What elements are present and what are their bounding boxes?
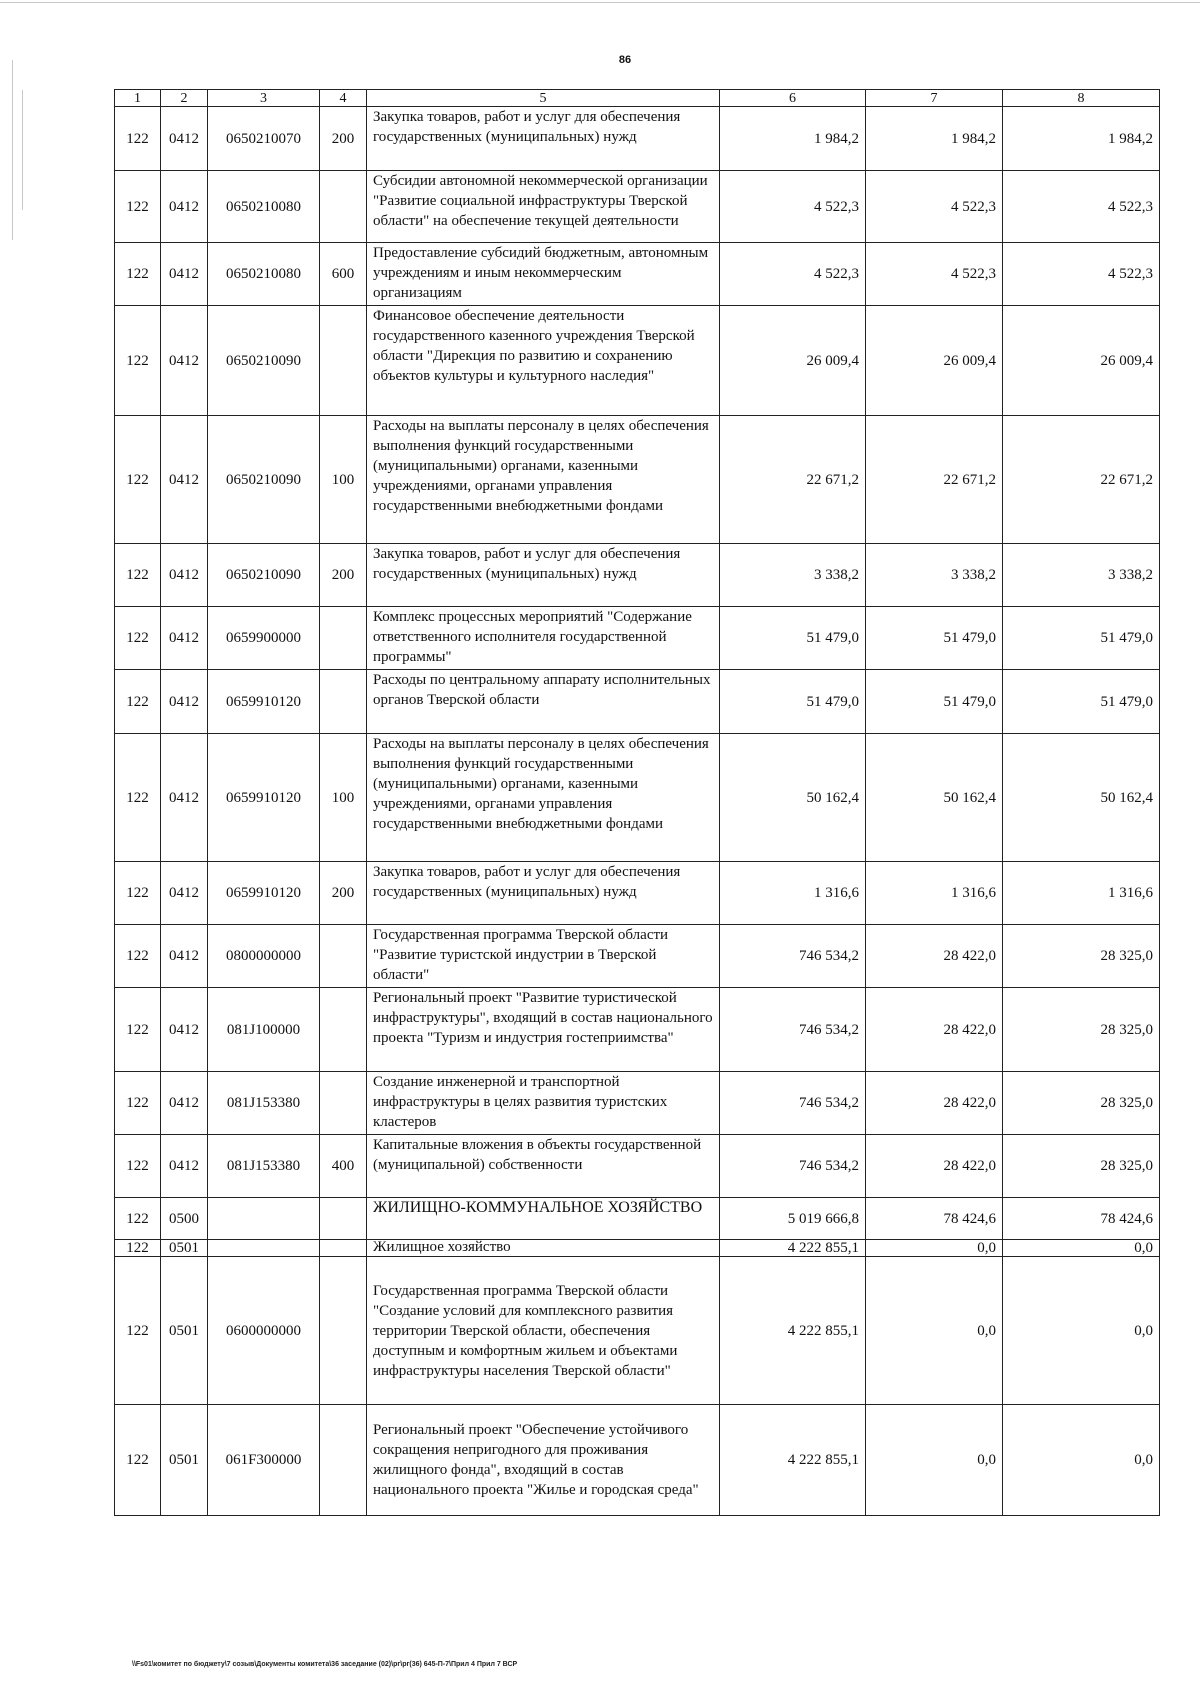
column-header: 6 (720, 90, 866, 107)
amount-year-1-cell: 5 019 666,8 (720, 1198, 866, 1240)
section-code-cell: 0412 (161, 734, 208, 862)
amount-year-2-cell: 1 984,2 (866, 107, 1003, 171)
amount-year-3-cell: 0,0 (1003, 1405, 1160, 1516)
table-row (115, 243, 1160, 306)
expense-type-code-cell (320, 1240, 367, 1257)
column-header: 3 (208, 90, 320, 107)
section-code-cell: 0412 (161, 925, 208, 988)
kvsr-code-cell: 122 (115, 243, 161, 306)
amount-year-2-cell: 0,0 (866, 1405, 1003, 1516)
amount-year-3-cell: 22 671,2 (1003, 416, 1160, 544)
kvsr-code-cell: 122 (115, 1257, 161, 1405)
table-row (115, 107, 1160, 171)
amount-year-3-cell: 0,0 (1003, 1240, 1160, 1257)
amount-year-2-cell: 51 479,0 (866, 670, 1003, 734)
expense-type-code-cell: 200 (320, 544, 367, 607)
section-code-cell: 0501 (161, 1240, 208, 1257)
footer-file-path: \\Fs01\комитет по бюджету\7 созыв\Документы комитета\36 заседание (02)\рг\рг(36) 645-П-7\Прил 4 Прил 7 ВСР (132, 1661, 518, 1668)
description-cell: Субсидии автономной некоммерческой организации "Развитие социальной инфраструктуры Тверской области" на обеспечение текущей деятельности (367, 171, 720, 243)
expense-type-code-cell (320, 171, 367, 243)
amount-year-2-cell: 28 422,0 (866, 1072, 1003, 1135)
kvsr-code-cell: 122 (115, 734, 161, 862)
description-cell: Расходы на выплаты персоналу в целях обеспечения выполнения функций государственными (муниципальными) органами, казенными учреждениями, органами управления государственными внебюджетными фондами (367, 416, 720, 544)
description-cell: Финансовое обеспечение деятельности государственного казенного учреждения Тверской области "Дирекция по развитию и сохранению объектов культуры и культурного наследия" (367, 306, 720, 416)
column-header: 8 (1003, 90, 1160, 107)
amount-year-3-cell: 1 984,2 (1003, 107, 1160, 171)
table-row (115, 1257, 1160, 1405)
kvsr-code-cell: 122 (115, 544, 161, 607)
amount-year-2-cell: 1 316,6 (866, 862, 1003, 925)
expense-type-code-cell: 400 (320, 1135, 367, 1198)
amount-year-3-cell: 26 009,4 (1003, 306, 1160, 416)
target-article-code-cell: 061F300000 (208, 1405, 320, 1516)
kvsr-code-cell: 122 (115, 171, 161, 243)
target-article-code-cell: 0659900000 (208, 607, 320, 670)
amount-year-3-cell: 0,0 (1003, 1257, 1160, 1405)
expense-type-code-cell (320, 607, 367, 670)
amount-year-2-cell: 3 338,2 (866, 544, 1003, 607)
description-cell: Жилищное хозяйство (367, 1240, 720, 1257)
amount-year-2-cell: 28 422,0 (866, 988, 1003, 1072)
description-cell: Капитальные вложения в объекты государственной (муниципальной) собственности (367, 1135, 720, 1198)
section-code-cell: 0501 (161, 1405, 208, 1516)
amount-year-1-cell: 51 479,0 (720, 607, 866, 670)
kvsr-code-cell: 122 (115, 862, 161, 925)
amount-year-1-cell: 746 534,2 (720, 988, 866, 1072)
column-number-row (115, 90, 1160, 107)
amount-year-3-cell: 3 338,2 (1003, 544, 1160, 607)
expense-type-code-cell (320, 1405, 367, 1516)
target-article-code-cell: 0659910120 (208, 734, 320, 862)
amount-year-1-cell: 50 162,4 (720, 734, 866, 862)
table-row (115, 734, 1160, 862)
expense-type-code-cell: 200 (320, 862, 367, 925)
table-row (115, 670, 1160, 734)
table-row (115, 1240, 1160, 1257)
target-article-code-cell: 081J153380 (208, 1135, 320, 1198)
target-article-code-cell: 0650210080 (208, 243, 320, 306)
amount-year-2-cell: 50 162,4 (866, 734, 1003, 862)
section-code-cell: 0412 (161, 544, 208, 607)
amount-year-3-cell: 51 479,0 (1003, 670, 1160, 734)
amount-year-1-cell: 4 222 855,1 (720, 1257, 866, 1405)
target-article-code-cell: 0659910120 (208, 670, 320, 734)
description-cell: ЖИЛИЩНО-КОММУНАЛЬНОЕ ХОЗЯЙСТВО (367, 1198, 720, 1240)
amount-year-1-cell: 3 338,2 (720, 544, 866, 607)
column-header: 5 (367, 90, 720, 107)
amount-year-2-cell: 26 009,4 (866, 306, 1003, 416)
table-row (115, 925, 1160, 988)
amount-year-3-cell: 4 522,3 (1003, 171, 1160, 243)
table-row (115, 1405, 1160, 1516)
amount-year-3-cell: 28 325,0 (1003, 925, 1160, 988)
table-row (115, 306, 1160, 416)
target-article-code-cell: 0650210080 (208, 171, 320, 243)
amount-year-3-cell: 28 325,0 (1003, 988, 1160, 1072)
expense-type-code-cell: 200 (320, 107, 367, 171)
table-row (115, 1072, 1160, 1135)
expense-type-code-cell: 100 (320, 734, 367, 862)
kvsr-code-cell: 122 (115, 1072, 161, 1135)
section-code-cell: 0412 (161, 171, 208, 243)
description-cell: Закупка товаров, работ и услуг для обеспечения государственных (муниципальных) нужд (367, 544, 720, 607)
kvsr-code-cell: 122 (115, 107, 161, 171)
expense-type-code-cell (320, 925, 367, 988)
description-cell: Региональный проект "Развитие туристической инфраструктуры", входящий в состав национального проекта "Туризм и индустрия гостеприимства" (367, 988, 720, 1072)
section-code-cell: 0412 (161, 670, 208, 734)
column-header: 2 (161, 90, 208, 107)
kvsr-code-cell: 122 (115, 1405, 161, 1516)
amount-year-2-cell: 0,0 (866, 1240, 1003, 1257)
page-number: 86 (618, 54, 632, 66)
amount-year-2-cell: 0,0 (866, 1257, 1003, 1405)
amount-year-1-cell: 26 009,4 (720, 306, 866, 416)
target-article-code-cell: 081J153380 (208, 1072, 320, 1135)
amount-year-3-cell: 1 316,6 (1003, 862, 1160, 925)
description-cell: Закупка товаров, работ и услуг для обеспечения государственных (муниципальных) нужд (367, 862, 720, 925)
scan-edge-top (0, 2, 1200, 3)
description-cell: Государственная программа Тверской области "Создание условий для комплексного развития территории Тверской области, обеспечения доступным и комфортным жильем и объектами инфраструктуры населения Тверской области" (367, 1257, 720, 1405)
section-code-cell: 0412 (161, 306, 208, 416)
description-cell: Государственная программа Тверской области "Развитие туристской индустрии в Тверской области" (367, 925, 720, 988)
description-cell: Расходы на выплаты персоналу в целях обеспечения выполнения функций государственными (муниципальными) органами, казенными учреждениями, органами управления государственными внебюджетными фондами (367, 734, 720, 862)
table-row (115, 1198, 1160, 1240)
amount-year-1-cell: 1 316,6 (720, 862, 866, 925)
section-code-cell: 0412 (161, 243, 208, 306)
table-row (115, 988, 1160, 1072)
amount-year-2-cell: 28 422,0 (866, 1135, 1003, 1198)
amount-year-3-cell: 78 424,6 (1003, 1198, 1160, 1240)
budget-table (114, 89, 1160, 1516)
column-header: 7 (866, 90, 1003, 107)
target-article-code-cell (208, 1198, 320, 1240)
amount-year-1-cell: 22 671,2 (720, 416, 866, 544)
section-code-cell: 0501 (161, 1257, 208, 1405)
section-code-cell: 0412 (161, 416, 208, 544)
amount-year-3-cell: 51 479,0 (1003, 607, 1160, 670)
description-cell: Предоставление субсидий бюджетным, автономным учреждениям и иным некоммерческим организациям (367, 243, 720, 306)
amount-year-2-cell: 4 522,3 (866, 171, 1003, 243)
target-article-code-cell (208, 1240, 320, 1257)
kvsr-code-cell: 122 (115, 670, 161, 734)
kvsr-code-cell: 122 (115, 416, 161, 544)
amount-year-2-cell: 4 522,3 (866, 243, 1003, 306)
expense-type-code-cell (320, 1072, 367, 1135)
column-header: 4 (320, 90, 367, 107)
target-article-code-cell: 0650210090 (208, 306, 320, 416)
column-header: 1 (115, 90, 161, 107)
table-body (115, 107, 1160, 1516)
amount-year-2-cell: 78 424,6 (866, 1198, 1003, 1240)
amount-year-1-cell: 4 222 855,1 (720, 1405, 866, 1516)
description-cell: Комплекс процессных мероприятий "Содержание ответственного исполнителя государственной программы" (367, 607, 720, 670)
section-code-cell: 0412 (161, 107, 208, 171)
expense-type-code-cell (320, 670, 367, 734)
kvsr-code-cell: 122 (115, 607, 161, 670)
amount-year-1-cell: 4 522,3 (720, 243, 866, 306)
expense-type-code-cell (320, 1198, 367, 1240)
amount-year-1-cell: 4 522,3 (720, 171, 866, 243)
amount-year-2-cell: 51 479,0 (866, 607, 1003, 670)
description-cell: Создание инженерной и транспортной инфраструктуры в целях развития туристских кластеров (367, 1072, 720, 1135)
kvsr-code-cell: 122 (115, 1198, 161, 1240)
section-code-cell: 0412 (161, 862, 208, 925)
amount-year-3-cell: 28 325,0 (1003, 1072, 1160, 1135)
target-article-code-cell: 0650210070 (208, 107, 320, 171)
scan-edge-left-2 (22, 90, 23, 210)
section-code-cell: 0412 (161, 1135, 208, 1198)
amount-year-1-cell: 746 534,2 (720, 1072, 866, 1135)
target-article-code-cell: 0800000000 (208, 925, 320, 988)
amount-year-3-cell: 50 162,4 (1003, 734, 1160, 862)
target-article-code-cell: 0650210090 (208, 544, 320, 607)
section-code-cell: 0412 (161, 988, 208, 1072)
kvsr-code-cell: 122 (115, 306, 161, 416)
table-row (115, 1135, 1160, 1198)
scan-edge-left-1 (12, 60, 13, 240)
kvsr-code-cell: 122 (115, 988, 161, 1072)
section-code-cell: 0412 (161, 607, 208, 670)
description-cell: Расходы по центральному аппарату исполнительных органов Тверской области (367, 670, 720, 734)
amount-year-3-cell: 28 325,0 (1003, 1135, 1160, 1198)
kvsr-code-cell: 122 (115, 1135, 161, 1198)
kvsr-code-cell: 122 (115, 1240, 161, 1257)
amount-year-1-cell: 1 984,2 (720, 107, 866, 171)
amount-year-3-cell: 4 522,3 (1003, 243, 1160, 306)
table-row (115, 862, 1160, 925)
section-code-cell: 0500 (161, 1198, 208, 1240)
amount-year-2-cell: 28 422,0 (866, 925, 1003, 988)
amount-year-1-cell: 746 534,2 (720, 1135, 866, 1198)
amount-year-1-cell: 51 479,0 (720, 670, 866, 734)
expense-type-code-cell (320, 988, 367, 1072)
target-article-code-cell: 0659910120 (208, 862, 320, 925)
description-cell: Региональный проект "Обеспечение устойчивого сокращения непригодного для проживания жилищного фонда", входящий в состав национального проекта "Жилье и городская среда" (367, 1405, 720, 1516)
table-row (115, 171, 1160, 243)
target-article-code-cell: 081J100000 (208, 988, 320, 1072)
table-row (115, 607, 1160, 670)
section-code-cell: 0412 (161, 1072, 208, 1135)
amount-year-1-cell: 746 534,2 (720, 925, 866, 988)
expense-type-code-cell (320, 306, 367, 416)
target-article-code-cell: 0650210090 (208, 416, 320, 544)
target-article-code-cell: 0600000000 (208, 1257, 320, 1405)
expense-type-code-cell (320, 1257, 367, 1405)
table-row (115, 416, 1160, 544)
expense-type-code-cell: 600 (320, 243, 367, 306)
expense-type-code-cell: 100 (320, 416, 367, 544)
kvsr-code-cell: 122 (115, 925, 161, 988)
description-cell: Закупка товаров, работ и услуг для обеспечения государственных (муниципальных) нужд (367, 107, 720, 171)
amount-year-2-cell: 22 671,2 (866, 416, 1003, 544)
amount-year-1-cell: 4 222 855,1 (720, 1240, 866, 1257)
table-row (115, 544, 1160, 607)
